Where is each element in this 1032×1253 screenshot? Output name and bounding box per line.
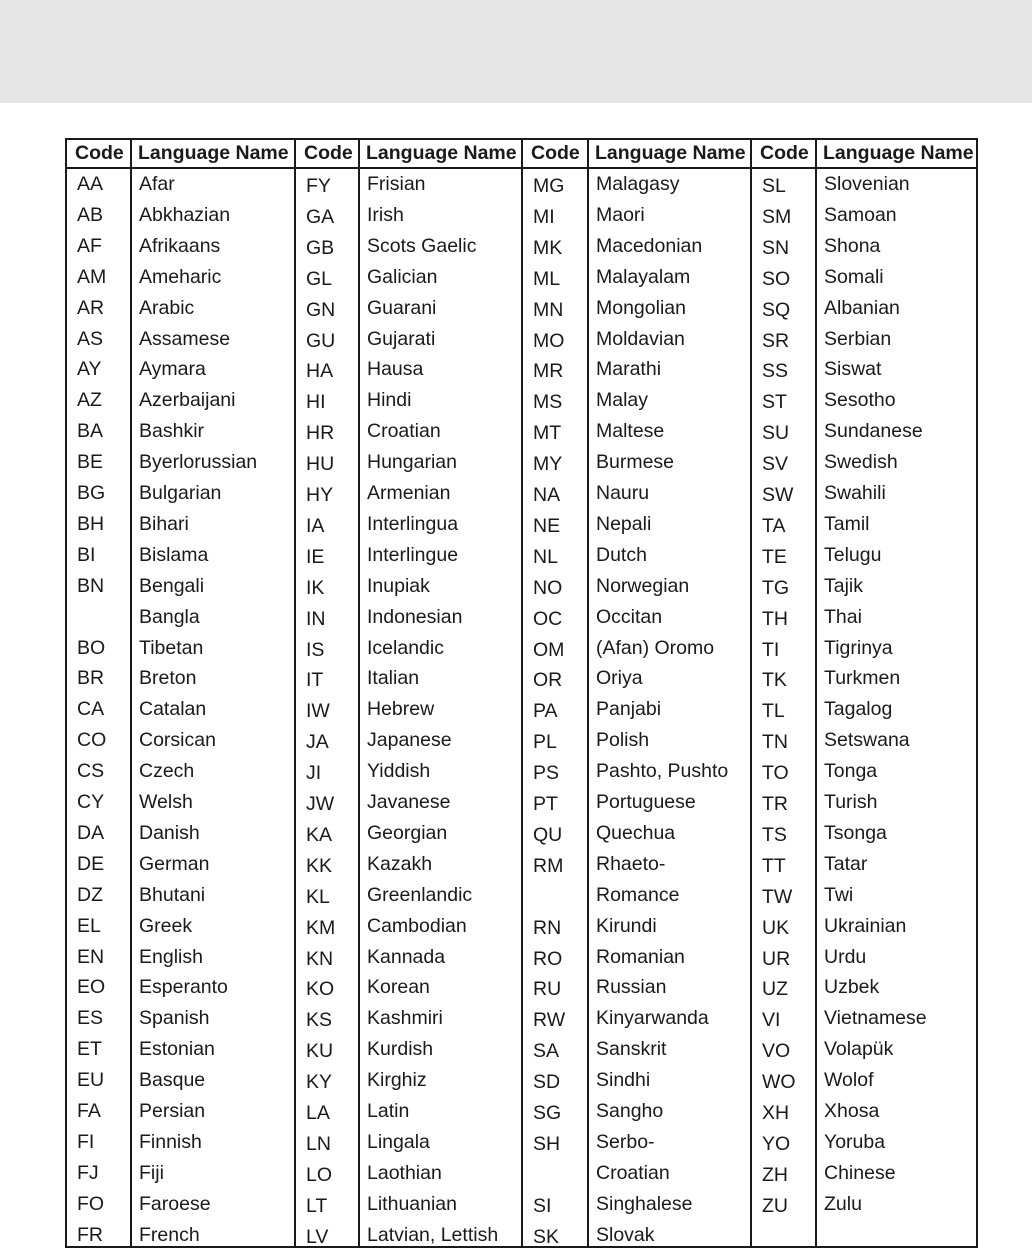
language-code: GU [306,329,336,352]
language-name: Hungarian [367,451,457,474]
language-code: NA [533,484,561,506]
language-name: Yoruba [824,1130,886,1153]
language-code-table [65,138,978,1248]
language-name: Sindhi [596,1069,651,1092]
language-code: SK [533,1225,560,1248]
language-name: Danish [139,821,200,844]
language-name: Breton [139,667,197,690]
language-code: KA [306,823,333,846]
language-name: Czech [139,760,195,783]
language-code: SQ [762,298,791,321]
language-code: EN [77,945,105,968]
language-code: CS [77,760,105,783]
language-code: SW [762,484,794,506]
language-name: Latvian, Lettish [367,1223,499,1246]
language-code: FI [77,1130,95,1153]
language-code: OM [533,638,565,661]
language-code: KN [306,947,334,970]
language-code: SG [533,1102,562,1124]
language-code: SL [762,175,786,197]
language-name: Japanese [367,729,452,752]
language-code: SM [762,205,792,228]
column-divider [521,140,523,1246]
column-divider [815,140,817,1246]
language-code: TL [762,700,785,723]
language-code: DA [77,821,105,844]
language-code: WO [762,1071,796,1094]
language-code: TN [762,731,788,754]
language-name: Nepali [596,512,652,535]
language-code: SR [762,329,790,352]
language-code: MO [533,329,565,352]
language-code: VI [762,1009,781,1032]
language-name: Lingala [367,1130,430,1153]
language-name: Serbian [824,327,892,350]
language-name: Serbo- [596,1130,655,1153]
language-name: Albanian [824,296,900,319]
language-name: Slovenian [824,173,910,195]
column-divider [294,140,296,1246]
language-code: LA [306,1102,330,1124]
language-code: SH [533,1132,561,1155]
language-code: MK [533,236,563,259]
language-name: Guarani [367,296,437,319]
language-name: Abkhazian [139,203,231,226]
language-code: TI [762,638,780,661]
language-name: Armenian [367,482,451,504]
language-name: Maltese [596,420,665,443]
language-name: Tsonga [824,821,887,844]
language-code: PA [533,700,558,723]
language-name: Turish [824,791,878,813]
language-code: TO [762,762,789,785]
language-code: HR [306,422,335,445]
language-code: BA [77,420,104,443]
language-name: Tagalog [824,698,893,721]
language-name: Nauru [596,482,650,504]
language-code: SS [762,360,789,383]
language-code: SI [533,1194,552,1217]
language-name: Norwegian [596,574,690,597]
language-code: MT [533,422,562,445]
language-code: SN [762,236,790,259]
language-code: KY [306,1071,333,1094]
language-code: BG [77,482,106,504]
language-code: JA [306,731,329,754]
language-name: Slovak [596,1223,655,1246]
language-name: Aymara [139,358,206,381]
language-code: PL [533,731,557,754]
language-name: Corsican [139,729,216,752]
language-code: AA [77,173,104,195]
language-name: Welsh [139,791,193,813]
language-code: SA [533,1040,560,1063]
language-code: FJ [77,1161,99,1184]
language-code: LO [306,1163,333,1186]
language-code: HI [306,391,326,414]
language-code: PT [533,793,558,815]
language-code: AZ [77,389,102,412]
language-name: Fiji [139,1161,164,1184]
language-name: Samoan [824,203,897,226]
language-code: MS [533,391,563,414]
language-code: TR [762,793,788,815]
language-code: DZ [77,883,103,906]
language-name: Hebrew [367,698,435,721]
language-code: MG [533,175,565,197]
language-code: ES [77,1007,104,1030]
language-code: IA [306,514,325,537]
language-name: Rhaeto- [596,852,666,875]
header-language-name: Language Name [595,142,746,164]
language-name: Somali [824,265,884,288]
language-name: Sanskrit [596,1038,667,1061]
language-name: Bashkir [139,420,205,443]
language-code: AS [77,327,104,350]
header-language-name: Language Name [823,142,974,164]
language-name: Volapük [824,1038,894,1061]
language-name: Interlingue [367,543,459,566]
language-code: MR [533,360,564,383]
language-name: Dutch [596,543,647,566]
language-name: Kazakh [367,852,433,875]
language-name: Wolof [824,1069,874,1092]
language-code: SO [762,267,791,290]
language-code: BO [77,636,106,659]
language-name: Frisian [367,173,426,195]
column-divider [358,140,360,1246]
language-name: Indonesian [367,605,463,628]
language-name: Mongolian [596,296,686,319]
language-code: MY [533,453,563,476]
language-code: JI [306,762,322,785]
language-name: Swedish [824,451,898,474]
language-name: Basque [139,1069,206,1092]
language-code: LT [306,1194,328,1217]
language-code: EL [77,914,101,937]
language-code: MI [533,205,555,228]
language-name: Korean [367,976,430,999]
language-code: OC [533,607,563,630]
language-code: EU [77,1069,105,1092]
language-code: KL [306,885,330,908]
language-name: Malagasy [596,173,680,195]
language-name: Macedonian [596,234,703,257]
language-name: Afar [139,173,175,195]
language-name: Sangho [596,1100,664,1122]
language-code: CA [77,698,105,721]
language-name: Bhutani [139,883,206,906]
language-name: Spanish [139,1007,210,1030]
language-name: Oriya [596,667,643,690]
language-name: Quechua [596,821,676,844]
language-code: NE [533,514,561,537]
language-code: BR [77,667,105,690]
language-name: Byerlorussian [139,451,258,474]
language-name: German [139,852,210,875]
column-divider [587,140,589,1246]
language-code: NO [533,576,563,599]
language-name: Kirghiz [367,1069,427,1092]
language-code: FO [77,1192,105,1215]
language-code: TG [762,576,790,599]
language-name: English [139,945,203,968]
language-name: Russian [596,976,667,999]
language-name: Sesotho [824,389,896,412]
language-name: Croatian [596,1161,670,1184]
language-code: RO [533,947,563,970]
language-name: Javanese [367,791,451,813]
language-code: LN [306,1132,331,1155]
language-code: CY [77,791,105,813]
language-name: Setswana [824,729,910,752]
language-name: Panjabi [596,698,662,721]
language-name: Xhosa [824,1100,880,1122]
column-divider [750,140,752,1246]
language-code: ST [762,391,787,414]
language-name: Arabic [139,296,195,319]
language-name: Interlingua [367,512,459,535]
language-name: (Afan) Oromo [596,636,715,659]
language-code: IS [306,638,325,661]
language-code: HY [306,484,334,506]
language-name: Swahili [824,482,886,504]
header-code: Code [304,142,353,164]
header-language-name: Language Name [366,142,517,164]
language-code: IN [306,607,326,630]
language-code: GB [306,236,335,259]
language-code: AR [77,296,105,319]
language-code: OR [533,669,563,692]
language-name: Twi [824,883,854,906]
language-code: LV [306,1225,329,1248]
language-name: Uzbek [824,976,880,999]
language-code: KM [306,916,336,939]
language-name: Tibetan [139,636,204,659]
language-name: Bihari [139,512,189,535]
language-name: Afrikaans [139,234,221,257]
language-code: BI [77,543,96,566]
language-name: Kinyarwanda [596,1007,709,1030]
language-name: Bulgarian [139,482,222,504]
language-code: ML [533,267,561,290]
language-name: Estonian [139,1038,215,1061]
language-code: IT [306,669,324,692]
language-code: VO [762,1040,791,1063]
language-code: CO [77,729,107,752]
language-code: YO [762,1132,791,1155]
language-code: AB [77,203,104,226]
language-name: Assamese [139,327,231,350]
header-code: Code [760,142,809,164]
language-code: TT [762,854,786,877]
language-name: Vietnamese [824,1007,927,1030]
language-name: Singhalese [596,1192,693,1215]
language-code: IW [306,700,330,723]
language-name: Azerbaijani [139,389,236,412]
language-name: Laothian [367,1161,442,1184]
language-name: Georgian [367,821,448,844]
language-code: DE [77,852,105,875]
language-name: Finnish [139,1130,202,1153]
language-code: TE [762,545,787,568]
language-name: Kirundi [596,914,657,937]
language-name: Tatar [824,852,868,875]
language-name: Ameharic [139,265,222,288]
language-code: BN [77,574,105,597]
language-code: ZH [762,1163,788,1186]
language-name: Italian [367,667,420,690]
language-code: KU [306,1040,334,1063]
language-code: TK [762,669,787,692]
language-name: Bangla [139,605,200,628]
language-code: PS [533,762,560,785]
language-name: Croatian [367,420,441,443]
language-name: Icelandic [367,636,444,659]
header-language-name: Language Name [138,142,289,164]
language-code: JW [306,793,335,815]
column-divider [130,140,132,1246]
language-name: Tigrinya [824,636,893,659]
language-name: Greek [139,914,193,937]
language-name: Gujarati [367,327,436,350]
language-name: Irish [367,203,404,226]
language-code: RU [533,978,562,1001]
language-name: Turkmen [824,667,901,690]
language-code: UZ [762,978,788,1001]
language-name: Tonga [824,760,878,783]
language-name: Greenlandic [367,883,473,906]
language-code: XH [762,1102,790,1124]
language-name: Galician [367,265,438,288]
language-code: TA [762,514,786,537]
language-code: SD [533,1071,561,1094]
language-code: AF [77,234,102,257]
language-name: Occitan [596,605,663,628]
language-name: Hausa [367,358,424,381]
language-code: KS [306,1009,333,1032]
language-code: SU [762,422,790,445]
language-name: Kashmiri [367,1007,443,1030]
language-name: Kannada [367,945,446,968]
language-name: Hindi [367,389,412,412]
language-name: Malayalam [596,265,691,288]
language-code: ZU [762,1194,788,1217]
language-code: FR [77,1223,103,1246]
language-name: Scots Gaelic [367,234,477,257]
language-code: GA [306,205,335,228]
language-name: Yiddish [367,760,431,783]
language-name: Bengali [139,574,205,597]
language-code: ET [77,1038,102,1061]
language-name: Tajik [824,574,864,597]
language-name: Bislama [139,543,209,566]
language-name: Esperanto [139,976,228,999]
language-name: Latin [367,1100,410,1122]
language-name: Ukrainian [824,914,907,937]
language-code: EO [77,976,106,999]
language-code: FA [77,1100,101,1122]
language-name: Urdu [824,945,867,968]
header-code: Code [531,142,580,164]
language-code: GN [306,298,336,321]
language-code: SV [762,453,789,476]
language-name: Burmese [596,451,675,474]
language-code: TH [762,607,788,630]
language-code: UK [762,916,790,939]
language-code: KO [306,978,335,1001]
language-name: Maori [596,203,645,226]
language-code: BE [77,451,104,474]
language-name: Zulu [824,1192,862,1215]
language-code: AM [77,265,107,288]
language-code: NL [533,545,558,568]
language-name: French [139,1223,200,1246]
language-code: RW [533,1009,566,1032]
language-code: HA [306,360,334,383]
language-code: QU [533,823,563,846]
language-code: IK [306,576,325,599]
language-name: Chinese [824,1161,896,1184]
language-name: Sundanese [824,420,923,443]
language-code: RM [533,854,564,877]
language-name: Portuguese [596,791,696,813]
language-code: BH [77,512,105,535]
language-code: AY [77,358,102,381]
language-code: FY [306,175,331,197]
language-name: Cambodian [367,914,467,937]
header-band [0,0,1032,103]
language-code: KK [306,854,333,877]
language-code: RN [533,916,562,939]
language-name: Persian [139,1100,206,1122]
language-code: GL [306,267,333,290]
language-code: TW [762,885,793,908]
language-name: Marathi [596,358,662,381]
language-name: Kurdish [367,1038,434,1061]
language-code: HU [306,453,335,476]
language-name: Faroese [139,1192,211,1215]
language-code: MN [533,298,564,321]
language-name: Lithuanian [367,1192,457,1215]
language-name: Tamil [824,512,870,535]
language-name: Catalan [139,698,207,721]
language-code: UR [762,947,791,970]
language-name: Moldavian [596,327,685,350]
language-name: Telugu [824,543,882,566]
language-name: Malay [596,389,649,412]
language-name: Siswat [824,358,882,381]
language-name: Romance [596,883,680,906]
language-name: Romanian [596,945,685,968]
language-name: Polish [596,729,650,752]
language-code: TS [762,823,787,846]
language-name: Inupiak [367,574,430,597]
language-code: IE [306,545,325,568]
header-code: Code [75,142,124,164]
language-name: Shona [824,234,881,257]
language-name: Pashto, Pushto [596,760,729,783]
language-name: Thai [824,605,862,628]
